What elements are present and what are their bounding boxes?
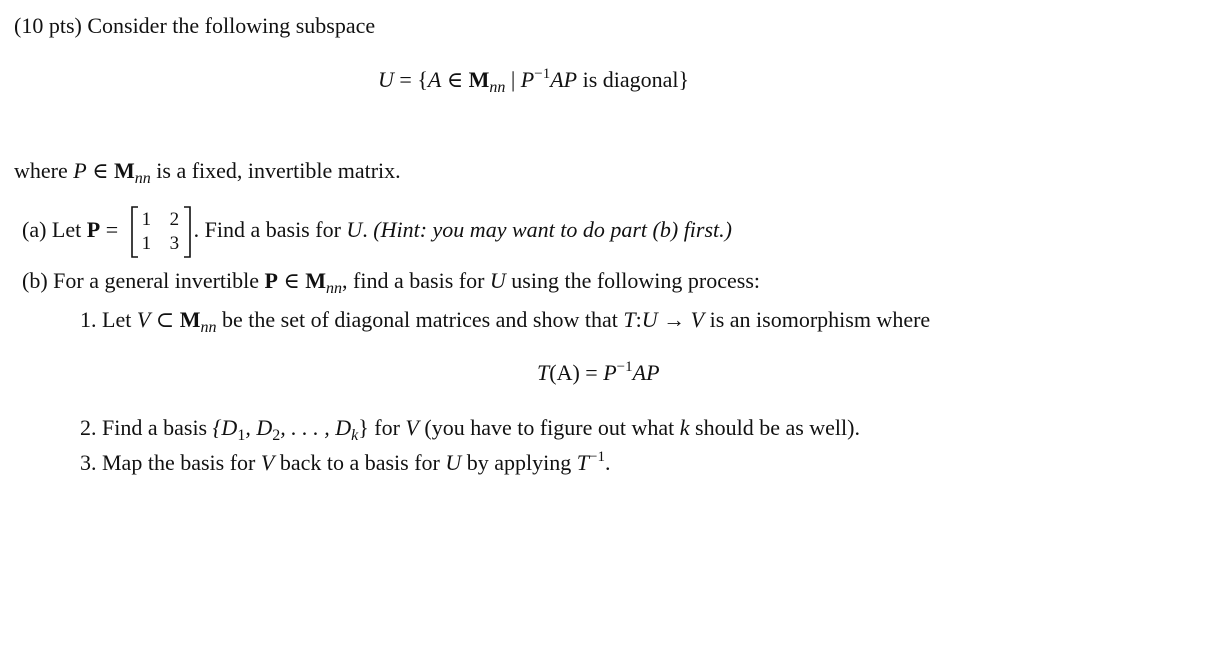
- matrix-cell-2-1: 1: [141, 233, 152, 254]
- var-k: k: [679, 415, 690, 440]
- where-line: [14, 156, 401, 189]
- open-brace: {: [417, 67, 428, 92]
- part-a-find-text: . Find a basis for: [193, 217, 341, 243]
- step-1: [80, 305, 930, 338]
- matrix-space-subscript: nn: [134, 170, 151, 187]
- var-ap: AP: [632, 360, 660, 385]
- period: .: [604, 450, 611, 475]
- element-of-symbol: ∈: [283, 268, 300, 293]
- set-name-v: V: [260, 450, 275, 475]
- var-p: P: [520, 67, 535, 92]
- let-word: Let: [102, 307, 132, 332]
- basis-open: {D: [212, 415, 238, 440]
- part-a: [22, 205, 732, 259]
- matrix-space-subscript: nn: [200, 319, 217, 336]
- arrow-symbol: →: [663, 307, 686, 332]
- part-b-text-2: , find a basis for: [342, 268, 485, 293]
- part-b-text-3: using the following process:: [511, 268, 760, 293]
- step-1-text-2: is an isomorphism where: [709, 307, 931, 332]
- map-name-t: T: [537, 360, 550, 385]
- basis-comma-1: , D: [245, 415, 273, 440]
- set-name-u: U: [445, 450, 462, 475]
- colon: :: [635, 307, 642, 332]
- matrix-p-bold: P: [86, 217, 101, 243]
- map-argument: (A): [549, 360, 580, 385]
- set-name-u: U: [641, 307, 658, 332]
- intro-text: Consider the following subspace: [87, 13, 376, 38]
- step-2: [80, 413, 860, 446]
- set-name-v: V: [405, 415, 419, 440]
- matrix-p-2x2: [128, 205, 194, 259]
- element-of-symbol: ∈: [92, 158, 109, 183]
- matrix-space-m: M: [305, 268, 327, 293]
- step-2-text-3: (you have to figure out what: [424, 415, 675, 440]
- basis-sub-1: 1: [237, 427, 246, 444]
- period: .: [362, 217, 368, 243]
- subset-symbol: ⊂: [155, 307, 175, 332]
- matrix-cell-1-1: 1: [141, 209, 152, 230]
- matrix-space-subscript: nn: [326, 280, 343, 297]
- close-brace: }: [678, 67, 690, 92]
- equals-sign: =: [105, 217, 119, 243]
- inverse-exponent: −1: [616, 359, 633, 375]
- matrix-space-m: M: [468, 67, 490, 92]
- inverse-exponent: −1: [589, 449, 605, 465]
- such-that-bar: |: [510, 67, 516, 92]
- set-name-v: V: [690, 307, 705, 332]
- basis-sub-2: 2: [272, 427, 281, 444]
- matrix-space-m: M: [179, 307, 201, 332]
- matrix-space-subscript: nn: [489, 79, 506, 96]
- subspace-definition: [378, 65, 689, 98]
- equals-sign: =: [399, 67, 412, 92]
- step-1-text-1: be the set of diagonal matrices and show that: [221, 307, 618, 332]
- matrix-cell-1-2: 2: [169, 209, 180, 230]
- step-3-text-3: by applying: [466, 450, 572, 475]
- step-2-text-2: for: [374, 415, 400, 440]
- equals-sign: =: [585, 360, 598, 385]
- inverse-exponent: −1: [534, 66, 551, 82]
- set-name-u: U: [489, 268, 506, 293]
- set-name-v: V: [136, 307, 151, 332]
- step-number: 3.: [80, 450, 97, 475]
- part-b-text-1: For a general invertible: [53, 268, 260, 293]
- var-a: A: [427, 67, 442, 92]
- step-3-text-2: back to a basis for: [279, 450, 440, 475]
- step-3-text-1: Map the basis for: [102, 450, 256, 475]
- part-b: [22, 266, 760, 299]
- var-p: P: [73, 158, 87, 183]
- matrix-space-m: M: [114, 158, 135, 183]
- set-name-u: U: [378, 67, 394, 92]
- step-2-text-4: should be as well).: [695, 415, 860, 440]
- map-name-t: T: [576, 450, 590, 475]
- points-label: (10 pts): [14, 13, 82, 38]
- element-of-symbol: ∈: [446, 67, 464, 92]
- problem-header: [14, 11, 375, 41]
- basis-dots: , . . . , D: [280, 415, 352, 440]
- part-a-label: (a): [22, 217, 47, 243]
- basis-sub-k: k: [351, 427, 359, 444]
- diagonal-condition: is diagonal: [582, 67, 679, 92]
- step-number: 1.: [80, 307, 97, 332]
- set-name-u: U: [346, 217, 363, 243]
- var-p: P: [603, 360, 617, 385]
- map-formula: [537, 358, 660, 391]
- where-description: is a fixed, invertible matrix.: [156, 158, 401, 183]
- var-ap: AP: [550, 67, 578, 92]
- where-word: where: [14, 158, 68, 183]
- step-3: [80, 448, 610, 481]
- map-name-t: T: [623, 307, 636, 332]
- matrix-p-bold: P: [264, 268, 278, 293]
- step-number: 2.: [80, 415, 97, 440]
- let-word: Let: [51, 217, 82, 243]
- step-2-text-1: Find a basis: [102, 415, 208, 440]
- part-b-label: (b): [22, 268, 48, 293]
- hint-text: (Hint: you may want to do part (b) first.): [373, 217, 732, 243]
- basis-close: }: [358, 415, 369, 440]
- matrix-cell-2-2: 3: [169, 233, 180, 254]
